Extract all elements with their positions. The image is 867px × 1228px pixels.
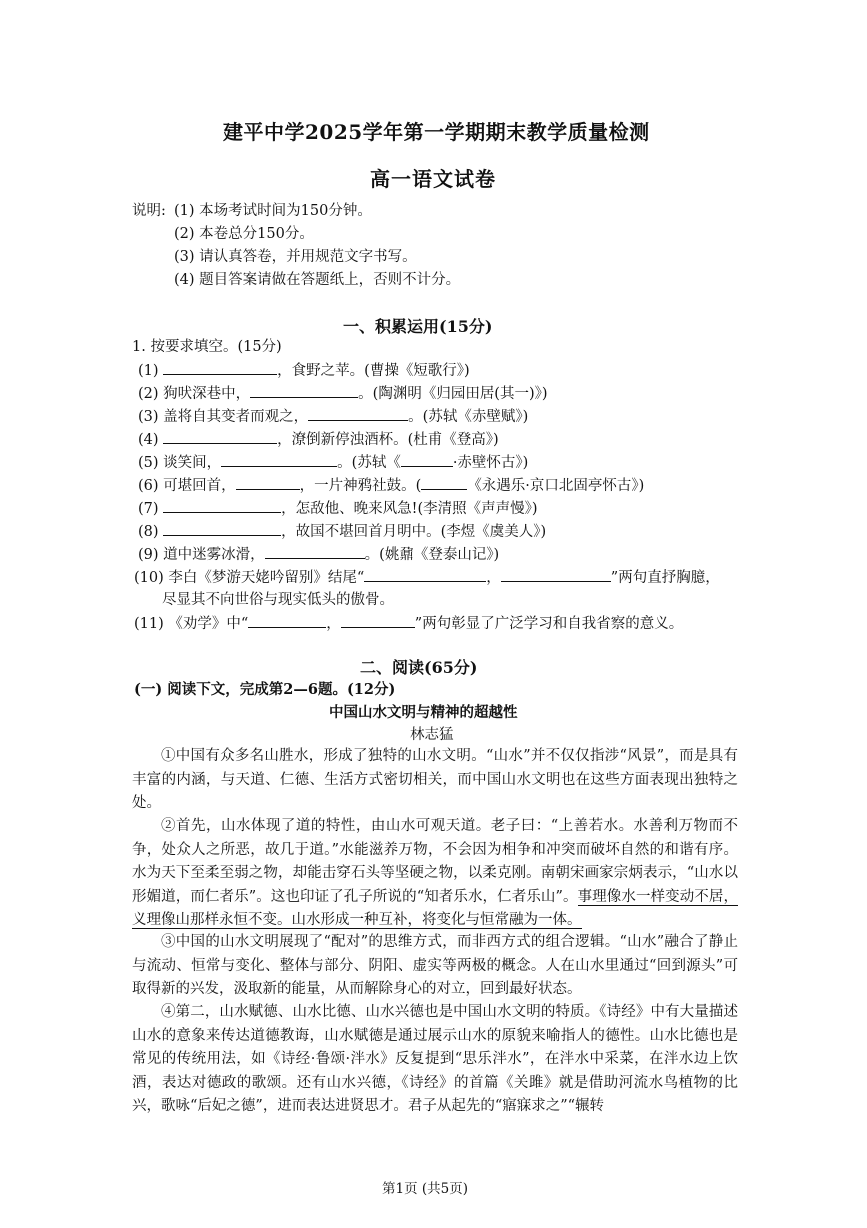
- item-text: ，一片神鸦社鼓。(: [299, 478, 422, 494]
- paragraph-text: ②首先，山水体现了道的特性，由山水可观天道。老子曰：“上善若水。水善利万物而不争，处众人之所恶，故几于道。”水能滋养万物，不会因为相争和冲突而破坏自然的和谐有序。水为天下至柔至弱之物，却能击穿石头等坚硬之物，以柔克刚。南朝宋画家宗炳表示，“山水以形媚道，而仁者乐”。这也印证了孔子所说的“知者乐水，仁者乐山”。: [132, 818, 738, 905]
- item-text: ”两句彰显了广泛学习和自我省察的意义。: [414, 616, 684, 632]
- paper-title: 高一语文试卷: [370, 167, 496, 191]
- item-number: (6): [138, 478, 159, 494]
- item-text: ，潦倒新停浊酒杯。(杜甫《登高》): [277, 432, 499, 448]
- item-number: (5): [138, 455, 159, 471]
- item-text: ”两句直抒胸臆，: [610, 570, 720, 586]
- item-text: ，: [486, 570, 501, 586]
- instruction-item: (1) 本场考试时间为150分钟。: [174, 203, 372, 219]
- item-text: ，怎敌他、晚来风急!(李清照《声声慢》): [281, 501, 538, 517]
- item-text: ，食野之苹。(曹操《短歌行》): [277, 363, 470, 379]
- fill-item-10-continued: 尽显其不向世俗与现实低头的傲骨。: [162, 592, 394, 608]
- fill-item-9: [138, 543, 499, 566]
- item-text: 可堪回首，: [163, 478, 236, 494]
- answer-blank[interactable]: [221, 451, 337, 467]
- item-text: ，: [326, 616, 341, 632]
- item-text: 。(苏轼《赤壁赋》): [408, 409, 529, 425]
- item-text: 《劝学》中“: [168, 616, 249, 632]
- question1-label: 1. 按要求填空。(15分): [132, 339, 282, 355]
- fill-item-11: [134, 612, 683, 635]
- fill-item-1: [138, 359, 470, 382]
- answer-blank[interactable]: [265, 543, 365, 559]
- fill-item-2: [138, 382, 548, 405]
- item-text: ·赤壁怀古》): [452, 455, 529, 471]
- fill-item-7: [138, 497, 538, 520]
- item-number: (1): [138, 363, 159, 379]
- answer-blank[interactable]: [308, 405, 408, 421]
- instruction-item: (4) 题目答案请做在答题纸上，否则不计分。: [174, 272, 461, 288]
- fill-item-4: [138, 428, 499, 451]
- item-text: 。(陶渊明《归园田居(其一)》): [358, 386, 548, 402]
- instructions-prefix: 说明:: [132, 203, 166, 219]
- fill-item-8: [138, 520, 546, 543]
- item-number: (3): [138, 409, 159, 425]
- item-text: 狗吠深巷中，: [163, 386, 251, 402]
- answer-blank[interactable]: [163, 497, 281, 513]
- school-title: 建平中学2025学年第一学期期末教学质量检测: [223, 120, 650, 144]
- section2-heading: 二、阅读(65分): [360, 658, 478, 677]
- answer-blank[interactable]: [421, 474, 467, 490]
- answer-blank[interactable]: [163, 359, 277, 375]
- article-paragraph-1: ①中国有众多名山胜水，形成了独特的山水文明。“山水”并不仅仅指涉“风景”，而是具有丰富的内涵，与天道、仁德、生活方式密切相关，而中国山水文明也在这些方面表现出独特之处。: [132, 748, 738, 811]
- fill-item-5: [138, 451, 528, 474]
- article-author: 林志猛: [410, 727, 454, 743]
- answer-blank[interactable]: [250, 382, 358, 398]
- answer-blank[interactable]: [236, 474, 300, 490]
- item-text: 盖将自其变者而观之，: [163, 409, 309, 425]
- item-number: (11): [134, 616, 164, 632]
- fill-item-3: [138, 405, 528, 428]
- answer-blank[interactable]: [163, 520, 281, 536]
- item-text: 。(姚鼐《登泰山记》): [364, 547, 500, 563]
- item-text: 《永遇乐·京口北固亭怀古》): [467, 478, 645, 494]
- answer-blank[interactable]: [364, 566, 486, 582]
- answer-blank[interactable]: [341, 612, 415, 628]
- answer-blank[interactable]: [401, 451, 453, 467]
- item-text: 道中迷雾冰滑，: [163, 547, 265, 563]
- fill-item-10: [134, 566, 720, 589]
- answer-blank[interactable]: [501, 566, 611, 582]
- fill-item-6: [138, 474, 644, 497]
- item-number: (10): [134, 570, 164, 586]
- article-paragraph-4: ④第二，山水赋德、山水比德、山水兴德也是中国山水文明的特质。《诗经》中有大量描述山水的意象来传达道德教诲，山水赋德是通过展示山水的原貌来喻指人的德性。山水比德也是常见的传统用法，如《诗经·鲁颂·泮水》反复提到“思乐泮水”，在泮水中采菜，在泮水边上饮酒，表达对德政的歌颂。还有山水兴德，《诗经》的首篇《关雎》就是借助河流水鸟植物的比兴，歌咏“后妃之德”，进而表达进贤思才。君子从起先的“寤寐求之”“辗转: [132, 1004, 738, 1114]
- article-paragraph-3: ③中国的山水文明展现了“配对”的思维方式，而非西方式的组合逻辑。“山水”融合了静止与流动、恒常与变化、整体与部分、阴阳、虚实等两极的概念。人在山水里通过“回到源头”可取得新的兴发，汲取新的能量，从而解除身心的对立，回到最好状态。: [132, 934, 738, 997]
- item-number: (8): [138, 524, 159, 540]
- instruction-item: (3) 请认真答卷，并用规范文字书写。: [174, 249, 417, 265]
- item-text: 谈笑间，: [163, 455, 222, 471]
- item-text: ，故国不堪回首月明中。(李煜《虞美人》): [281, 524, 547, 540]
- underlined-sentence: 事理像水一样变动不居，义理像山那样永恒不变。山水形成一种互补，将变化与恒常融为一体。: [132, 888, 738, 928]
- answer-blank[interactable]: [163, 428, 277, 444]
- article-title: 中国山水文明与精神的超越性: [329, 704, 518, 721]
- page-number: 第1页 (共5页): [382, 1181, 469, 1197]
- reading-part-label: (一) 阅读下文，完成第2—6题。(12分): [134, 681, 396, 698]
- item-text: 。(苏轼《: [337, 455, 401, 471]
- answer-blank[interactable]: [248, 612, 326, 628]
- item-number: (4): [138, 432, 159, 448]
- item-number: (9): [138, 547, 159, 563]
- section1-heading: 一、积累运用(15分): [343, 317, 493, 336]
- item-text: 李白《梦游天姥吟留别》结尾“: [168, 570, 365, 586]
- item-number: (7): [138, 501, 159, 517]
- instruction-item: (2) 本卷总分150分。: [174, 226, 314, 242]
- article-paragraph-2: [132, 815, 738, 933]
- item-number: (2): [138, 386, 159, 402]
